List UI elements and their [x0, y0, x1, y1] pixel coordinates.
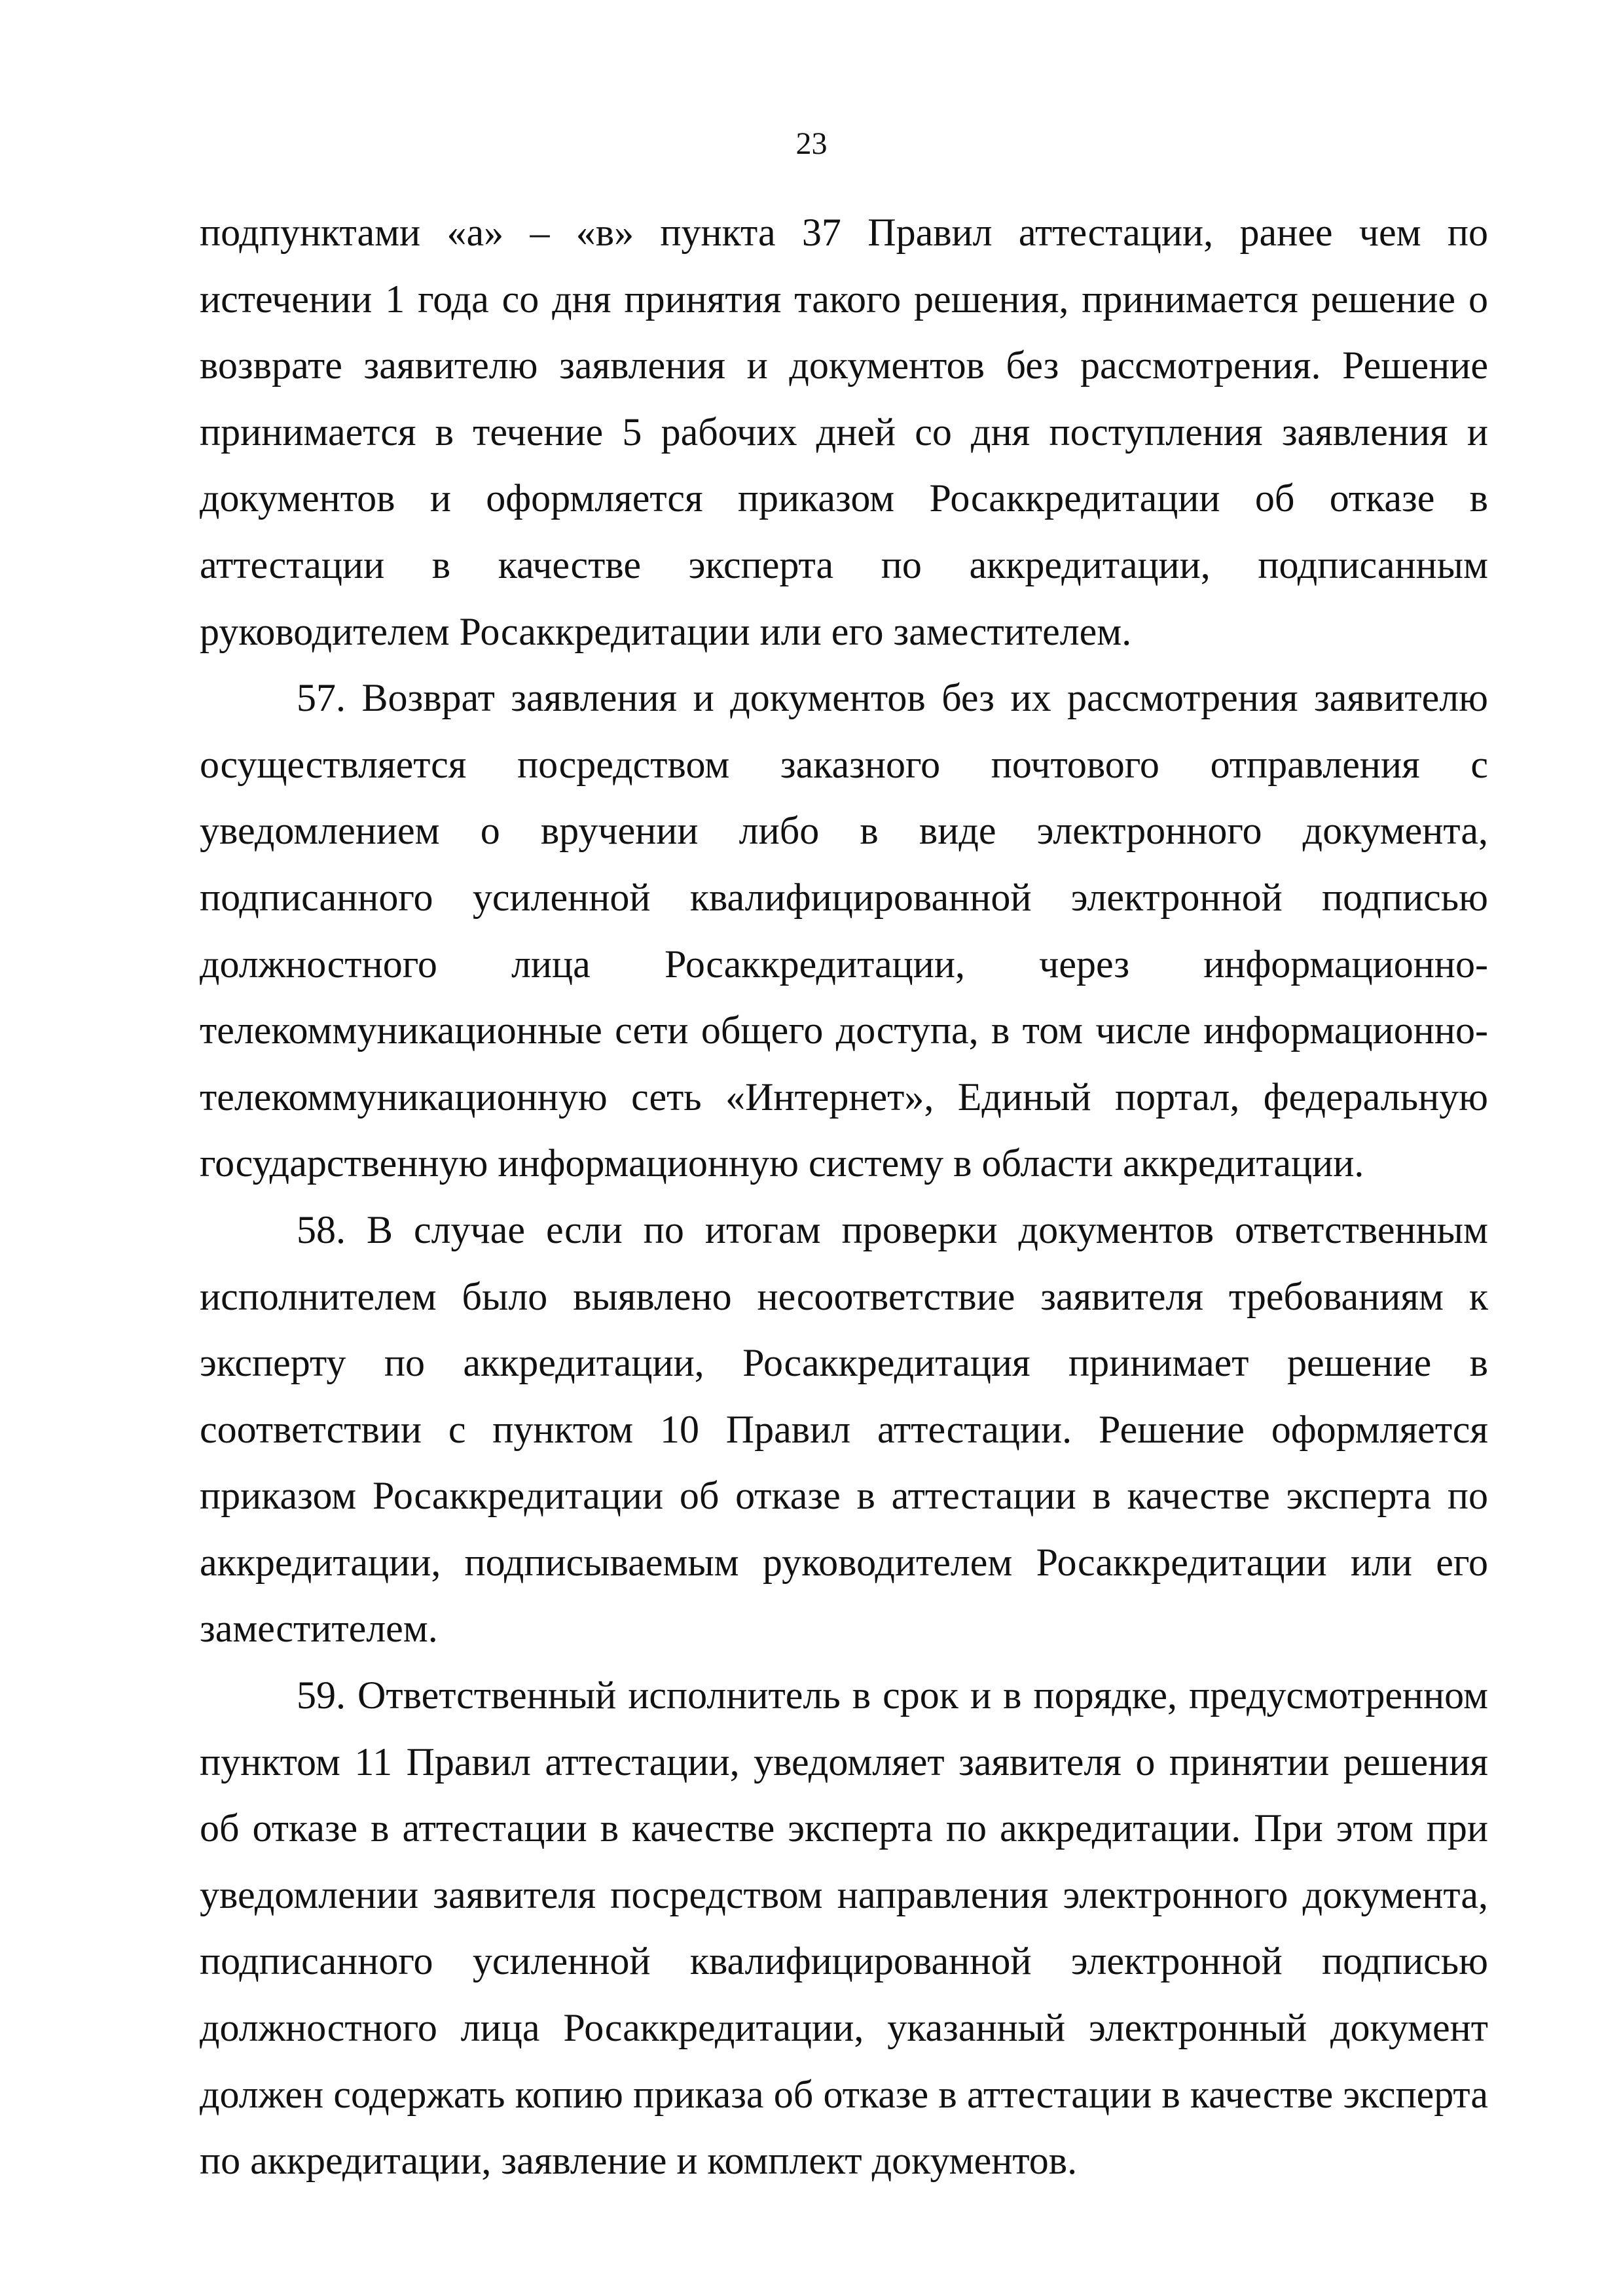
- paragraph-continuation: подпунктами «а» – «в» пункта 37 Правил аттестации, ранее чем по истечении 1 года со дня принятия такого решения, принимается решение о возврате заявителю заявления и документов без рассмотрения. Решение принимается в течение 5 рабочих дней со дня поступления заявления и документов и оформляется приказом Росаккредитации об отказе в аттестации в качестве эксперта по аккредитации, подписанным руководителем Росаккредитации или его заместителем.: [200, 211, 1488, 653]
- document-body: [200, 200, 1488, 2195]
- paragraph-57: 57. Возврат заявления и документов без их рассмотрения заявителю осуществляется посредством заказного почтового отправления с уведомлением о вручении либо в виде электронного документа, подписанного усиленной квалифицированной электронной подписью должностного лица Росаккредитации, через информационно-телекоммуникационные сети общего доступа, в том числе информационно-телекоммуникационную сеть «Интернет», Единый портал, федеральную государственную информационную систему в области аккредитации.: [200, 676, 1488, 1185]
- paragraph-58: 58. В случае если по итогам проверки документов ответственным исполнителем было выявлено несоответствие заявителя требованиям к эксперту по аккредитации, Росаккредитация принимает решение в соответствии с пунктом 10 Правил аттестации. Решение оформляется приказом Росаккредитации об отказе в аттестации в качестве эксперта по аккредитации, подписываемым руководителем Росаккредитации или его заместителем.: [200, 1208, 1488, 1651]
- paragraph-59: 59. Ответственный исполнитель в срок и в порядке, предусмотренном пунктом 11 Правил аттестации, уведомляет заявителя о принятии решения об отказе в аттестации в качестве эксперта по аккредитации. При этом при уведомлении заявителя посредством направления электронного документа, подписанного усиленной квалифицированной электронной подписью должностного лица Росаккредитации, указанный электронный документ должен содержать копию приказа об отказе в аттестации в качестве эксперта по аккредитации, заявление и комплект документов.: [200, 1674, 1488, 2183]
- page-number: 23: [795, 126, 828, 161]
